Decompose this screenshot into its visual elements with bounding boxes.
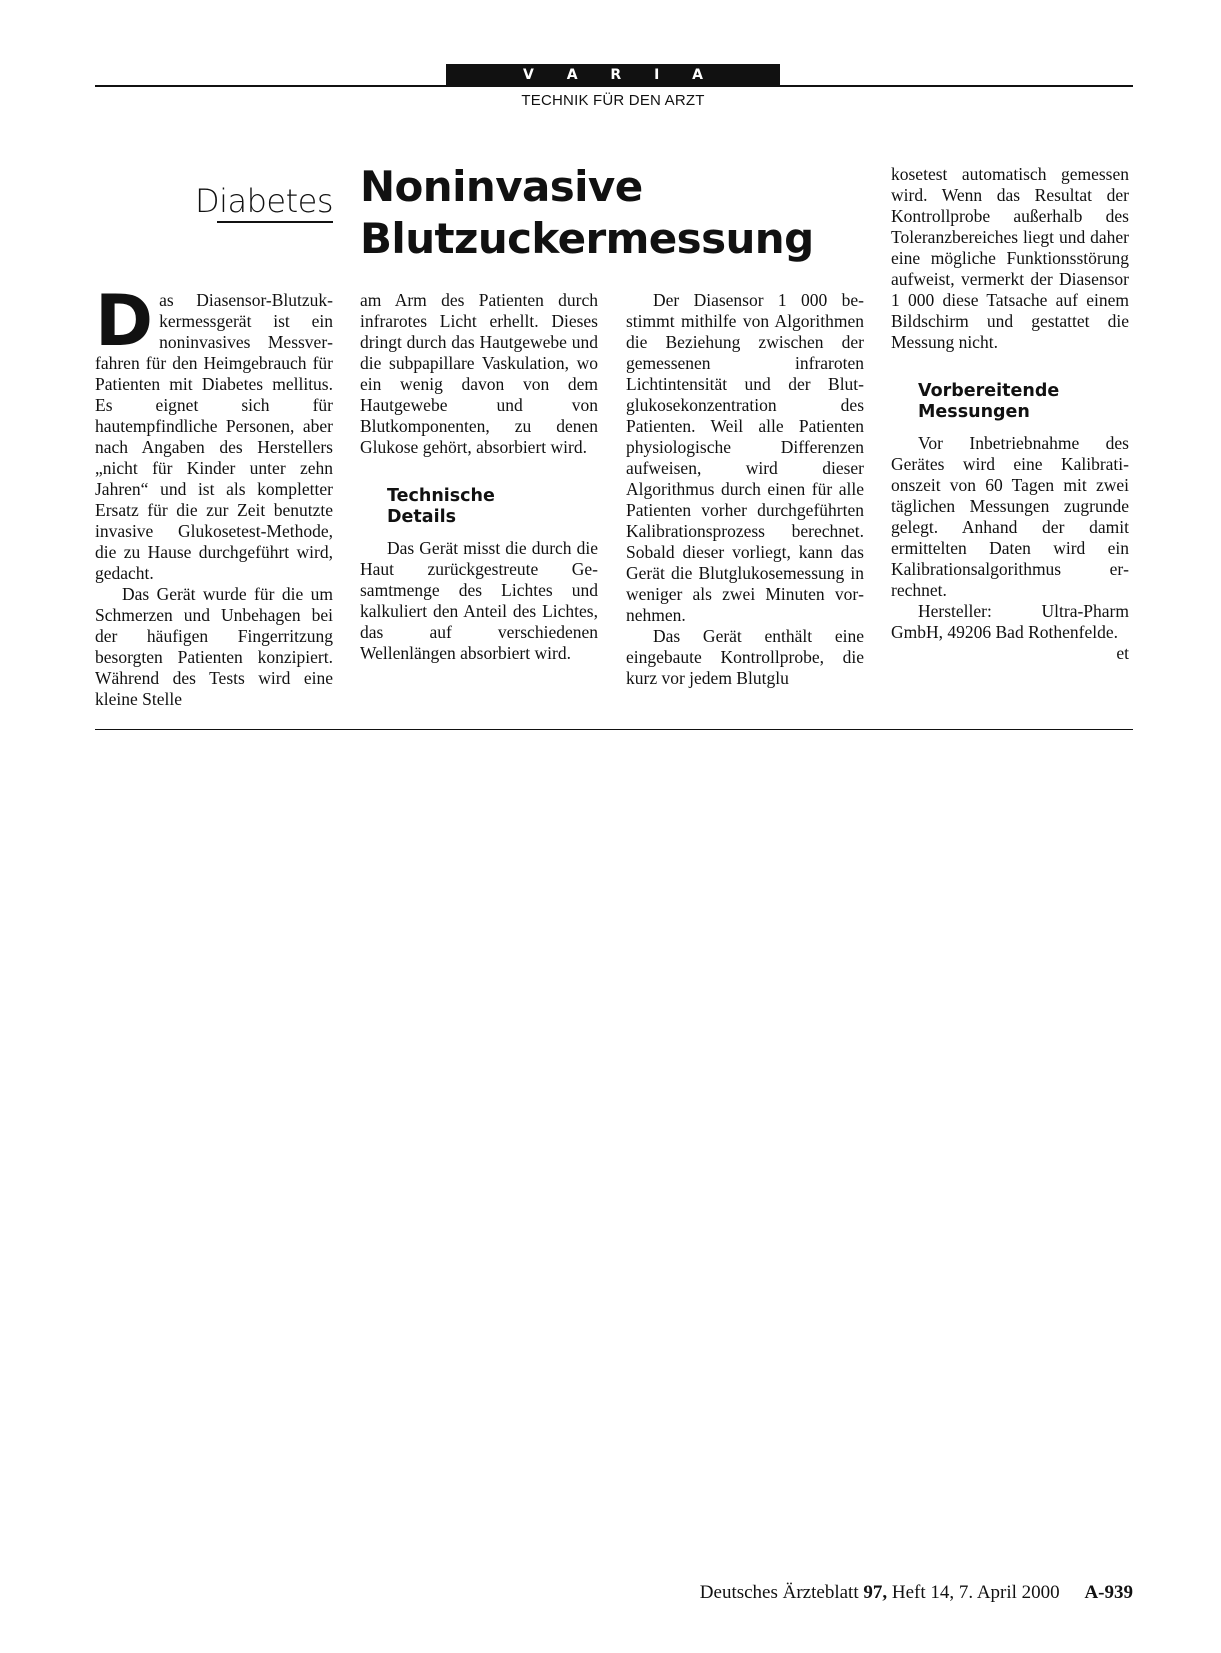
section-subtitle: TECHNIK FÜR DEN ARZT: [521, 92, 705, 109]
text-column-2: [360, 290, 598, 664]
paragraph: Der Diasensor 1 000 bestimmt mithilfe von Algorithmen die Beziehung zwischen der gemessenen infraroten Lichtintensität und der Blutglukosekonzentration des Patienten. Weil alle Patienten physiologische Differenzen aufweisen, wird dieser Algorithmus durch einen für alle Patienten vorher durchgeführten Kalibrationsprozess berechnet. Sobald dieser vorliegt, kann das Gerät die Blutglukosemessung in weniger als zwei Minuten vornehmen.: [626, 290, 864, 625]
paragraph: [95, 280, 333, 584]
journal-issue: Heft 14, 7. April 2000: [891, 1582, 1060, 1603]
drop-cap: D: [95, 280, 154, 362]
subheading-line-1: Technische: [387, 486, 495, 506]
article-end-rule: [95, 729, 1133, 730]
headline-line-2: Blutzuckermessung: [360, 214, 814, 263]
paragraph-text: as Diasensor-Blutzukkermessgerät ist ein noninvasives Messverfahren für den Heimgebrauch für Patienten mit Diabetes mellitus. Es eignet sich für hautempfindliche Personen, aber nach Angaben des Herstellers „nicht für Kinder unter zehn Jahren“ und ist als kompletter Ersatz für die zur Zeit benutzte invasive Glukosetest-Methode, die zu Hause durchgeführt wird, gedacht.: [95, 290, 333, 583]
article-kicker: Diabetes: [194, 182, 333, 220]
article-headline: [360, 161, 860, 265]
author-signoff: et: [1116, 643, 1129, 663]
kicker-underline: [217, 221, 333, 223]
paragraph: kosetest automatisch gemessen wird. Wenn das Resultat der Kontrollprobe außerhalb des Toleranzbereiches liegt und daher eine mögliche Funktionsstörung aufweist, vermerkt der Diasensor 1 000 diese Tatsache auf einem Bildschirm und gestattet die Messung nicht.: [891, 164, 1129, 352]
subheading-line-2: Details: [387, 507, 456, 527]
text-column-4: [891, 164, 1129, 664]
section-banner: V A R I A: [446, 64, 780, 86]
paragraph-text: Hersteller: Ultra-Pharm GmbH, 49206 Bad Rothenfelde.: [891, 601, 1129, 642]
journal-volume: 97,: [863, 1582, 888, 1603]
paragraph: [891, 601, 1129, 663]
subheading: [918, 381, 1129, 423]
subheading-line-2: Messungen: [918, 402, 1030, 422]
page-number: A-939: [1084, 1582, 1133, 1603]
paragraph: Das Gerät enthält eine eingebaute Kontrollprobe, die kurz vor jedem Blutglu: [626, 626, 864, 688]
headline-line-1: Noninvasive: [360, 162, 643, 211]
paragraph: Das Gerät misst die durch die Haut zurückgestreute Gesamtmenge des Lichtes und kalkuliert den Anteil des Lichtes, das auf verschiedenen Wellenlängen absorbiert wird.: [360, 538, 598, 663]
paragraph: am Arm des Patienten durch infrarotes Licht erhellt. Dieses dringt durch das Hautgewebe und die subpapillare Vaskulation, wo ein wenig davon von dem Hautgewebe und von Blutkomponenten, zu denen Glukose gehört, absorbiert wird.: [360, 290, 598, 457]
text-column-1: [95, 280, 333, 710]
text-column-3: [626, 290, 864, 689]
paragraph: Vor Inbetriebnahme des Gerätes wird eine Kalibrationszeit von 60 Tagen mit zwei täglichen Messungen zugrunde gelegt. Anhand der damit ermittelten Daten wird ein Kalibrationsalgorithmus errechnet.: [891, 433, 1129, 600]
subheading: [387, 486, 598, 528]
paragraph: Das Gerät wurde für die um Schmerzen und Unbehagen bei der häufigen Fingerritzung besorgten Patienten konzipiert. Während des Tests wird eine kleine Stelle: [95, 584, 333, 709]
subheading-line-1: Vorbereitende: [918, 381, 1060, 401]
journal-name: Deutsches Ärzteblatt: [699, 1582, 859, 1603]
page-footer: [560, 1582, 1133, 1604]
